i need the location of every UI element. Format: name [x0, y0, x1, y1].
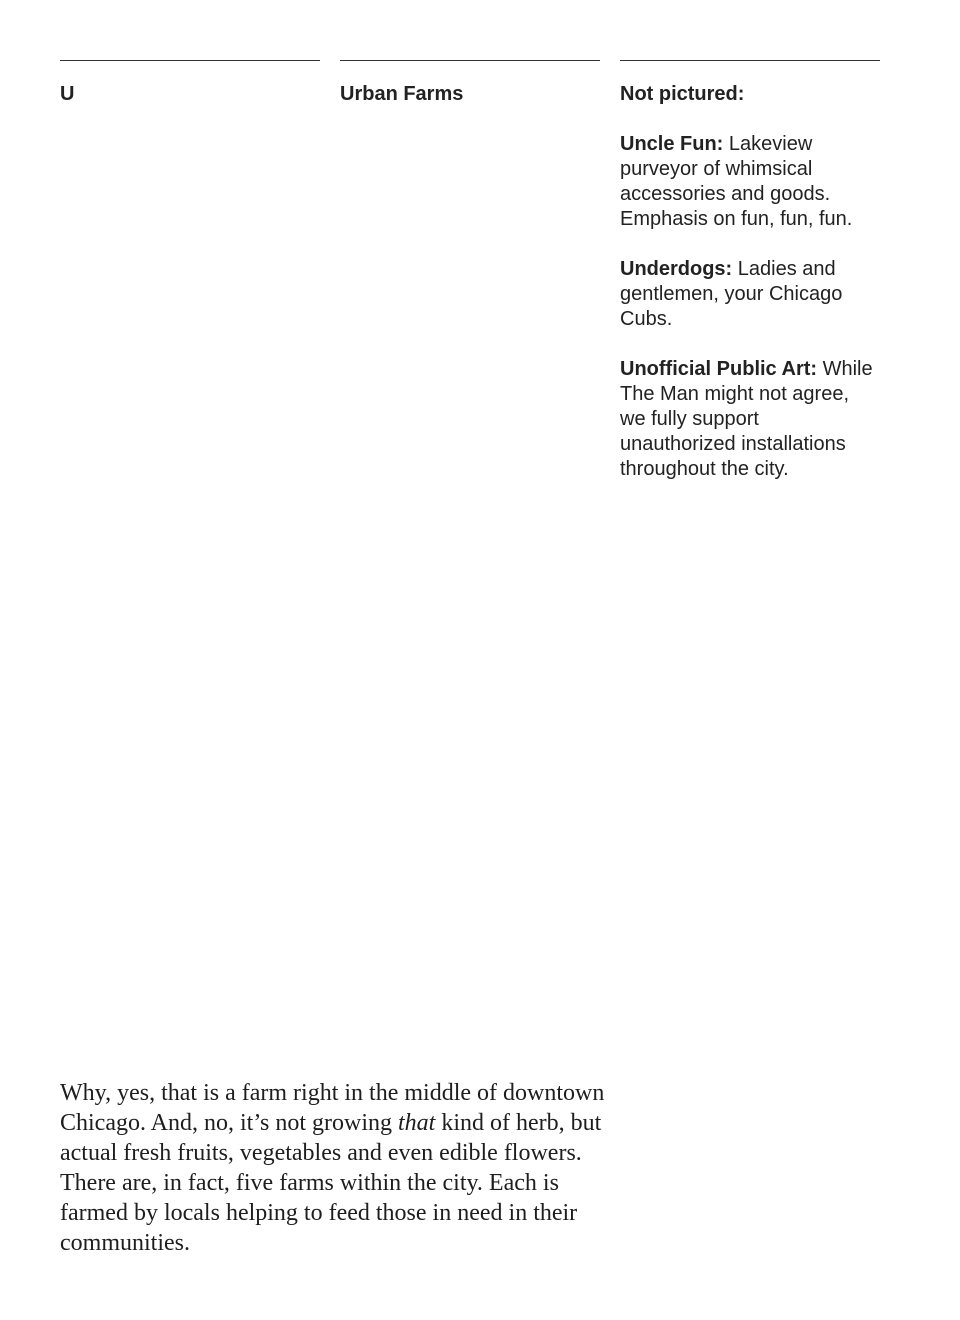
- section-title: Urban Farms: [340, 83, 464, 105]
- body-text-end: kind of herb, but actual fresh fruits, vegetables and even edible flowers. There are, in fact, five farms within the city. Each is farmed by locals helping to feed those in need in their communities.: [60, 1110, 602, 1256]
- note-text: While The Man might not agree, we fully support unauthorized installations throughout the city.: [620, 358, 873, 480]
- column-rule-left: [60, 60, 320, 61]
- column-rule-middle: [340, 60, 600, 61]
- not-pictured-heading: Not pictured:: [620, 83, 745, 105]
- note-term: Underdogs:: [620, 258, 733, 280]
- body-paragraph: [60, 1078, 605, 1258]
- body-emphasis: that: [398, 1110, 436, 1136]
- not-pictured-item-unofficial-public-art: [620, 357, 880, 482]
- note-text: Ladies and gentlemen, your Chicago Cubs.: [620, 258, 843, 330]
- note-text: Lakeview purveyor of whimsical accessories and goods. Emphasis on fun, fun, fun.: [620, 133, 853, 230]
- note-term: Unofficial Public Art:: [620, 358, 818, 380]
- not-pictured-item-underdogs: [620, 257, 880, 332]
- note-term: Uncle Fun:: [620, 133, 724, 155]
- body-text-start: Why, yes, that is a farm right in the middle of downtown Chicago. And, no, it’s not growing: [60, 1080, 605, 1136]
- not-pictured-item-uncle-fun: [620, 132, 880, 232]
- not-pictured-list: [620, 132, 880, 507]
- column-rule-right: [620, 60, 880, 61]
- section-letter: U: [60, 83, 75, 105]
